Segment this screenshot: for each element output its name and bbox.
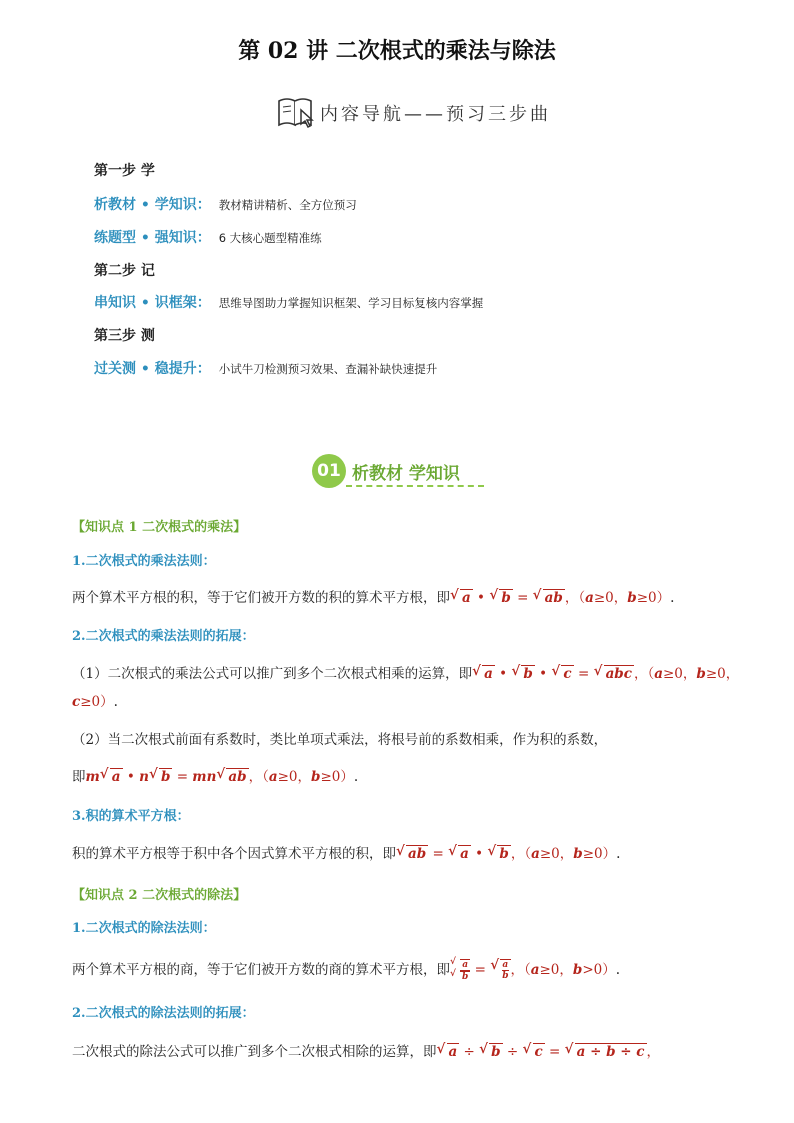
step-key: 析教材 • 学知识： [94, 197, 211, 213]
kp1-subheading-3: 3.积的算术平方根： [72, 809, 190, 824]
kp1-paragraph-1: 两个算术平方根的积，等于它们被开方数的积的算术平方根，即√ a • √ b = √ ab ，（a≥0，b≥0）. [72, 586, 674, 606]
kp2-subheading-1: 1.二次根式的除法法则： [72, 921, 216, 936]
step-value: 小试牛刀检测预习效果、查漏补缺快速提升 [218, 362, 438, 376]
paragraph-text: 两个算术平方根的商，等于它们被开方数的商的算术平方根，即 [72, 962, 450, 978]
kp2-subheading-2: 2.二次根式的除法法则的拓展： [72, 1006, 255, 1021]
section-underline [346, 485, 484, 487]
step-key: 过关测 • 稳提升： [94, 361, 211, 377]
step-value: 思维导图助力掌握知识框架、学习目标复核内容掌握 [218, 296, 484, 310]
knowledge-point-1-label: 【知识点 1 二次根式的乘法】 [72, 520, 247, 535]
step-heading-1: 第一步 学 [94, 163, 155, 179]
kp1-subheading-2: 2.二次根式的乘法法则的拓展： [72, 629, 255, 644]
kp2-paragraph-2: 二次根式的除法公式可以推广到多个二次根式相除的运算，即√ a ÷ √ b ÷ √ c = √ a ÷ b ÷ c ， [72, 1040, 660, 1060]
kp1-paragraph-3-cont: 即m√ a • n√ b = mn√ ab ，（a≥0，b≥0）. [72, 765, 358, 785]
step-row-3 [94, 292, 483, 312]
step-row-4 [94, 358, 437, 378]
kp1-paragraph-2-cont: c≥0）. [72, 694, 118, 710]
content-nav [276, 96, 551, 130]
step-key: 串知识 • 识框架： [94, 295, 211, 311]
page-title: 第 02 讲 二次根式的乘法与除法 [238, 38, 556, 64]
step-row-2 [94, 227, 322, 247]
step-value: 教材精讲精析、全方位预习 [218, 198, 357, 212]
knowledge-point-2-label: 【知识点 2 二次根式的除法】 [72, 888, 247, 903]
section-title: 析教材 学知识 [352, 463, 460, 484]
step-value: 6 大核心题型精准练 [218, 231, 322, 245]
paragraph-text: 即 [72, 769, 86, 785]
paragraph-text: 积的算术平方根等于积中各个因式算术平方根的积，即 [72, 846, 396, 862]
kp1-paragraph-4: 积的算术平方根等于积中各个因式算术平方根的积，即√ ab = √ a • √ b ，（a≥0，b≥0）. [72, 842, 620, 862]
book-pointer-icon [276, 96, 316, 130]
kp1-paragraph-3: （2）当二次根式前面有系数时，类比单项式乘法，将根号前的系数相乘，作为积的系数， [72, 732, 608, 748]
paragraph-text: 两个算术平方根的积，等于它们被开方数的积的算术平方根，即 [72, 590, 450, 606]
step-key: 练题型 • 强知识： [94, 230, 211, 246]
kp1-paragraph-2: （1）二次根式的乘法公式可以推广到多个二次根式相乘的运算，即√ a • √ b • √ c = √ abc ，（a≥0，b≥0， [72, 662, 739, 682]
paragraph-text: 二次根式的除法公式可以推广到多个二次根式相除的运算，即 [72, 1044, 437, 1060]
step-row-1 [94, 194, 357, 214]
section-number-badge: 01 [312, 454, 346, 488]
section-heading [312, 454, 460, 488]
nav-text: 内容导航——预习三步曲 [320, 104, 551, 125]
kp2-paragraph-1: 两个算术平方根的商，等于它们被开方数的商的算术平方根，即 √ a √ b = √ $\frac{a}{b}$ ，（a≥0，b>0）. [72, 958, 620, 982]
step-heading-3: 第三步 测 [94, 328, 155, 344]
paragraph-text: （1）二次根式的乘法公式可以推广到多个二次根式相乘的运算，即 [72, 666, 473, 682]
step-heading-2: 第二步 记 [94, 263, 155, 279]
kp1-subheading-1: 1.二次根式的乘法法则： [72, 554, 216, 569]
